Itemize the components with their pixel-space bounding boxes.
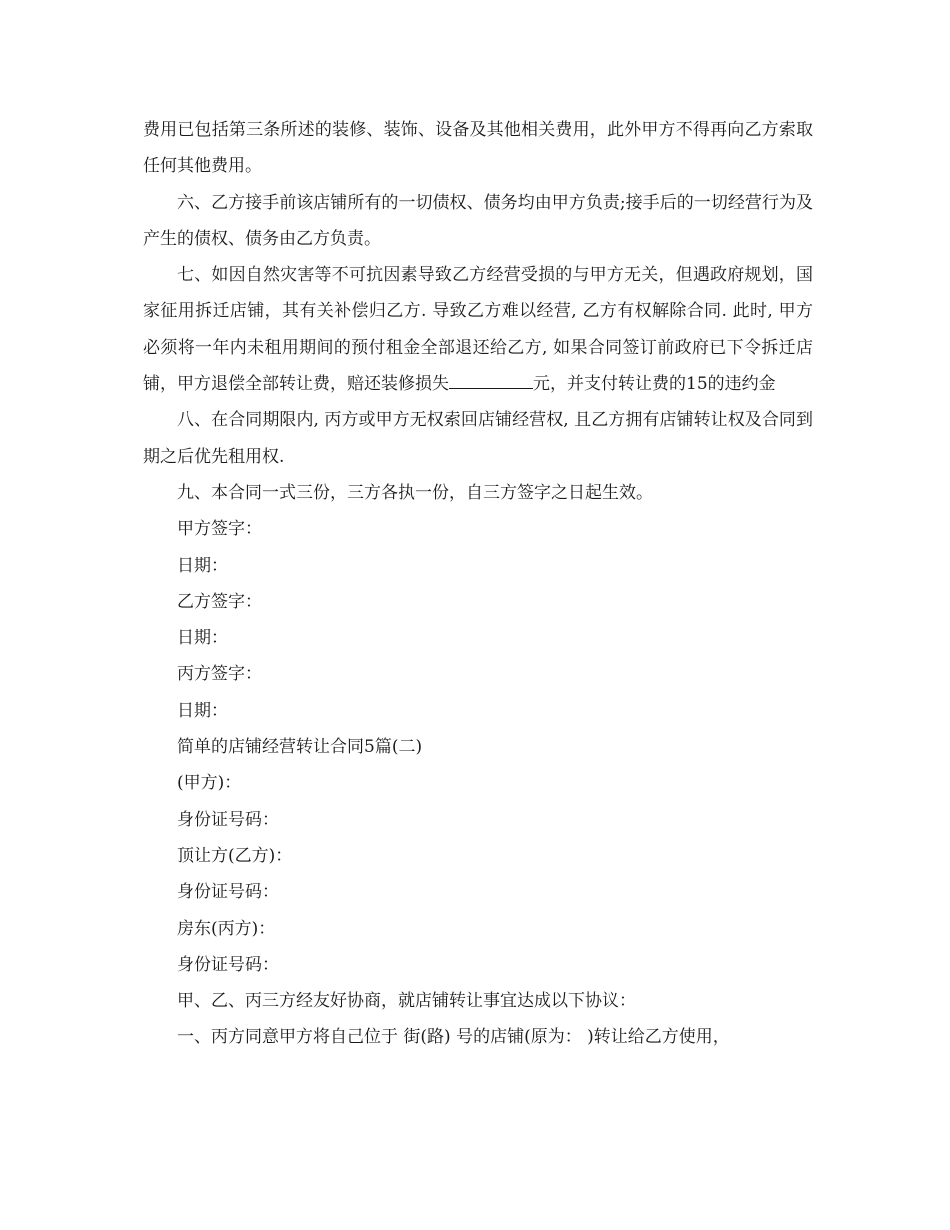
party-b-id-label: 身份证号码： — [177, 882, 279, 903]
party-b-date-label: 日期： — [177, 628, 228, 649]
paragraph-clause-six: 六、乙方接手前该店铺所有的一切债权、债务均由甲方负责;接手后的一切经营行为及产生的债权、债务由乙方负责。 — [143, 192, 813, 249]
party-b-label: 顶让方(乙方)： — [177, 845, 293, 866]
party-b-signature-label: 乙方签字： — [177, 591, 262, 612]
party-c-id-label: 身份证号码： — [177, 954, 279, 975]
party-a-label: (甲方)： — [177, 773, 242, 794]
clause-seven-tail: 元，并支付转让费的15的违约金 — [533, 374, 776, 395]
party-a-id-label: 身份证号码： — [177, 809, 279, 830]
paragraph-clause-seven — [143, 257, 813, 402]
party-a-date-label: 日期： — [177, 555, 228, 576]
agreement-intro: 甲、乙、丙三方经友好协商，就店铺转让事宜达成以下协议： — [177, 991, 636, 1012]
party-a-signature-label: 甲方签字： — [177, 519, 262, 540]
party-c-date-label: 日期： — [177, 700, 228, 721]
paragraph-clause-nine: 九、本合同一式三份，三方各执一份，自三方签字之日起生效。 — [177, 482, 653, 503]
clause-seven-text: 七、如因自然灾害等不可抗因素导致乙方经营受损的与甲方无关，但遇政府规划，国家征用拆迁店铺，其有关补偿归乙方. 导致乙方难以经营, 乙方有权解除合同. 此时, 甲方必须将一年内未租用期间的预付租金全部退还给乙方, 如果合同签订前政府已下令拆迁店铺，甲方退偿全部转让费，赔还装修损失 — [143, 265, 813, 395]
paragraph-clause-one: 一、丙方同意甲方将自己位于 街(路) 号的店铺(原为： )转让给乙方使用， — [177, 1027, 730, 1048]
party-c-signature-label: 丙方签字： — [177, 664, 262, 685]
amount-blank-line — [449, 372, 533, 389]
section-title: 简单的店铺经营转让合同5篇(二) — [177, 737, 423, 758]
party-c-label: 房东(丙方)： — [177, 918, 276, 939]
document-body — [143, 112, 813, 1056]
paragraph-fees-included: 费用已包括第三条所述的装修、装饰、设备及其他相关费用，此外甲方不得再向乙方索取任何其他费用。 — [143, 120, 813, 177]
paragraph-clause-eight: 八、在合同期限内, 丙方或甲方无权索回店铺经营权, 且乙方拥有店铺转让权及合同到期之后优先租用权. — [143, 410, 813, 467]
